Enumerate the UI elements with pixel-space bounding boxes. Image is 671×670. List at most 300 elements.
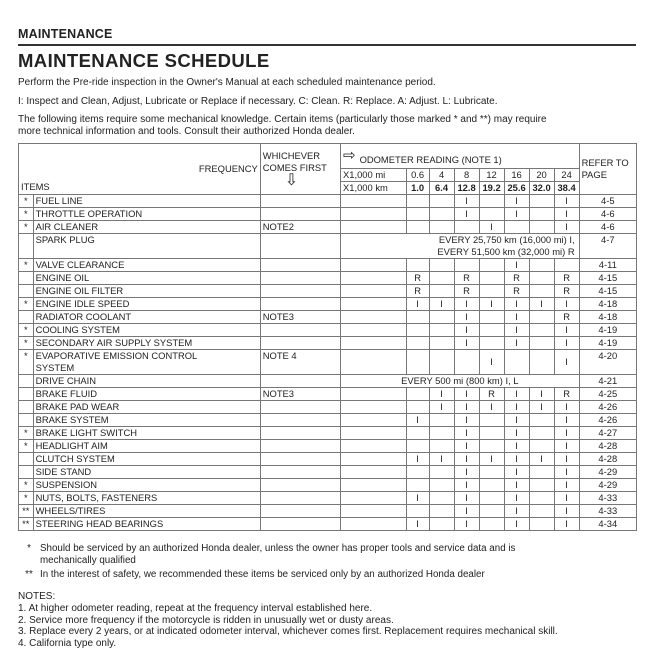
row-mark-cell: I (554, 440, 579, 453)
table-row (19, 208, 637, 221)
row-note: NOTE 4 (260, 350, 340, 375)
row-mark-cell: R (554, 311, 579, 324)
row-item-name: RADIATOR COOLANT (33, 311, 260, 324)
km-unit-label: X1,000 km (341, 182, 407, 195)
row-note (260, 453, 340, 466)
row-mark-cell: R (504, 272, 529, 285)
row-mark-cell: I (554, 453, 579, 466)
maintenance-schedule-table (18, 143, 637, 531)
row-mark-cell (429, 221, 454, 234)
row-mark-cell: I (454, 453, 479, 466)
row-star-marker: * (19, 337, 34, 350)
row-mark-cell: I (504, 337, 529, 350)
row-mark-cell (429, 492, 454, 505)
table-row (19, 401, 637, 414)
row-mark-cell: I (504, 466, 529, 479)
row-mark-cell: I (529, 298, 554, 311)
row-mark-cell: I (529, 453, 554, 466)
row-mark-cell: I (504, 298, 529, 311)
row-item-name: BRAKE FLUID (33, 388, 260, 401)
row-note (260, 466, 340, 479)
row-note (260, 518, 340, 531)
row-mark-cell (429, 324, 454, 337)
row-star-marker: * (19, 259, 34, 272)
table-row (19, 272, 637, 285)
row-star-marker: * (19, 427, 34, 440)
row-note: NOTE3 (260, 311, 340, 324)
row-mark-cell: I (429, 453, 454, 466)
row-item-name: SECONDARY AIR SUPPLY SYSTEM (33, 337, 260, 350)
row-note (260, 324, 340, 337)
row-unit-spacer (341, 259, 407, 272)
table-row (19, 518, 637, 531)
row-mark-cell (479, 440, 504, 453)
row-mark-cell: I (454, 401, 479, 414)
row-mark-cell (479, 518, 504, 531)
row-mark-cell (529, 505, 554, 518)
row-refer-page: 4-26 (579, 401, 636, 414)
row-refer-page: 4-33 (579, 492, 636, 505)
row-mark-cell: R (504, 285, 529, 298)
row-item-name: SUSPENSION (33, 479, 260, 492)
arrow-right-icon: ⇨ (343, 147, 356, 164)
row-note (260, 505, 340, 518)
row-mark-cell: I (479, 298, 504, 311)
row-mark-cell (429, 440, 454, 453)
row-item-line-1: EVAPORATIVE EMISSION CONTROL (35, 350, 198, 361)
mi-value-cell: 12 (479, 169, 504, 182)
row-star-marker: * (19, 440, 34, 453)
row-mark-cell (454, 221, 479, 234)
footnote-symbol: ** (25, 569, 33, 580)
row-note (260, 375, 340, 388)
km-value-cell: 12.8 (454, 182, 479, 195)
row-item-name: BRAKE LIGHT SWITCH (33, 427, 260, 440)
frequency-label: FREQUENCY (198, 163, 258, 174)
km-value-cell: 6.4 (429, 182, 454, 195)
row-note (260, 298, 340, 311)
whichever-line-1: WHICHEVER (262, 150, 321, 161)
row-item-name: AIR CLEANER (33, 221, 260, 234)
table-row (19, 427, 637, 440)
row-refer-page: 4-6 (579, 208, 636, 221)
row-refer-page: 4-20 (579, 350, 636, 375)
whichever-line-2: COMES FIRST (262, 162, 327, 173)
row-mark-cell (529, 195, 554, 208)
row-item-name: WHEELS/TIRES (33, 505, 260, 518)
row-interval-line-2: EVERY 51,500 km (32,000 mi) R (437, 246, 575, 257)
row-mark-cell (479, 208, 504, 221)
row-mark-cell (479, 195, 504, 208)
row-mark-cell: I (406, 492, 429, 505)
row-mark-cell: I (406, 414, 429, 427)
row-refer-page: 4-29 (579, 466, 636, 479)
row-mark-cell (479, 492, 504, 505)
row-star-marker (19, 453, 34, 466)
mi-value-cell: 8 (454, 169, 479, 182)
row-mark-cell: I (554, 195, 579, 208)
row-mark-cell: R (479, 388, 504, 401)
row-mark-cell: I (554, 427, 579, 440)
row-unit-spacer (341, 311, 407, 324)
row-star-marker (19, 234, 34, 259)
row-mark-cell (479, 272, 504, 285)
row-star-marker (19, 466, 34, 479)
row-mark-cell (479, 505, 504, 518)
row-mark-cell (429, 337, 454, 350)
row-item-name: ENGINE OIL (33, 272, 260, 285)
row-mark-cell (429, 272, 454, 285)
note-item: 2. Service more frequency if the motorcycle is ridden in unusually wet or dusty areas. (18, 614, 394, 626)
row-mark-cell: I (454, 492, 479, 505)
notice-line-1: The following items require some mechanical knowledge. Certain items (particularly those marked * and **) may require (18, 114, 547, 125)
row-note (260, 401, 340, 414)
row-mark-cell (429, 479, 454, 492)
row-unit-spacer (341, 401, 407, 414)
km-value-cell: 19.2 (479, 182, 504, 195)
legend-text: I: Inspect and Clean, Adjust, Lubricate or Replace if necessary. C: Clean. R: Replace. A: Adjust. L: Lubricate. (18, 96, 498, 107)
row-mark-cell: I (504, 453, 529, 466)
row-interval-text (341, 234, 580, 259)
notes-section (18, 591, 658, 650)
row-mark-cell (529, 337, 554, 350)
row-unit-spacer (341, 324, 407, 337)
intro-text: Perform the Pre-ride inspection in the Owner's Manual at each scheduled maintenance period. (18, 77, 436, 88)
row-unit-spacer (341, 195, 407, 208)
row-mark-cell: I (504, 388, 529, 401)
row-mark-cell: I (454, 195, 479, 208)
row-refer-page: 4-26 (579, 414, 636, 427)
row-mark-cell (429, 195, 454, 208)
row-mark-cell: I (554, 466, 579, 479)
odometer-header-cell (341, 144, 580, 169)
row-mark-cell (406, 337, 429, 350)
row-star-marker: ** (19, 518, 34, 531)
row-refer-page: 4-11 (579, 259, 636, 272)
row-mark-cell: I (554, 324, 579, 337)
row-mark-cell: I (504, 414, 529, 427)
row-mark-cell: I (504, 518, 529, 531)
row-mark-cell (554, 259, 579, 272)
row-mark-cell (406, 440, 429, 453)
row-mark-cell: I (554, 479, 579, 492)
footnote-symbol: * (27, 543, 31, 554)
row-star-marker: * (19, 479, 34, 492)
row-mark-cell: I (504, 208, 529, 221)
row-note (260, 208, 340, 221)
row-note (260, 440, 340, 453)
row-mark-cell (406, 505, 429, 518)
row-unit-spacer (341, 388, 407, 401)
km-value-cell: 32.0 (529, 182, 554, 195)
row-mark-cell: R (554, 285, 579, 298)
row-mark-cell (454, 259, 479, 272)
table-row (19, 259, 637, 272)
row-unit-spacer (341, 479, 407, 492)
row-star-marker (19, 401, 34, 414)
row-item-name: DRIVE CHAIN (33, 375, 260, 388)
row-mark-cell (479, 337, 504, 350)
row-refer-page: 4-33 (579, 505, 636, 518)
row-mark-cell (429, 259, 454, 272)
mi-value-cell: 4 (429, 169, 454, 182)
notes-title: NOTES: (18, 591, 56, 602)
row-item-name: HEADLIGHT AIM (33, 440, 260, 453)
row-mark-cell (479, 427, 504, 440)
refer-header-cell (579, 144, 636, 195)
table-row (19, 285, 637, 298)
note-item: 1. At higher odometer reading, repeat at the frequency interval established here. (18, 602, 373, 614)
row-item-name: COOLING SYSTEM (33, 324, 260, 337)
table-row (19, 311, 637, 324)
row-refer-page: 4-21 (579, 375, 636, 388)
row-refer-page: 4-7 (579, 234, 636, 259)
row-item-name: ENGINE OIL FILTER (33, 285, 260, 298)
row-mark-cell: I (406, 453, 429, 466)
row-mark-cell: I (454, 337, 479, 350)
items-label: ITEMS (21, 181, 50, 192)
table-row (19, 466, 637, 479)
row-mark-cell (479, 285, 504, 298)
row-mark-cell (429, 505, 454, 518)
row-mark-cell (504, 221, 529, 234)
row-mark-cell: I (529, 401, 554, 414)
row-mark-cell: I (479, 221, 504, 234)
row-refer-page: 4-5 (579, 195, 636, 208)
row-mark-cell (529, 208, 554, 221)
km-value-cell: 38.4 (554, 182, 579, 195)
row-mark-cell (406, 350, 429, 375)
row-mark-cell: I (504, 311, 529, 324)
row-unit-spacer (341, 221, 407, 234)
row-mark-cell (406, 427, 429, 440)
row-mark-cell (479, 311, 504, 324)
table-row (19, 453, 637, 466)
row-unit-spacer (341, 505, 407, 518)
row-mark-cell (429, 285, 454, 298)
row-unit-spacer (341, 272, 407, 285)
row-star-marker: * (19, 298, 34, 311)
row-mark-cell: R (406, 272, 429, 285)
row-mark-cell: I (554, 518, 579, 531)
row-note (260, 479, 340, 492)
row-mark-cell: I (454, 440, 479, 453)
row-mark-cell (429, 311, 454, 324)
row-item-name: SIDE STAND (33, 466, 260, 479)
row-mark-cell (529, 479, 554, 492)
row-mark-cell (529, 518, 554, 531)
row-item-line-2: SYSTEM (35, 362, 75, 373)
row-mark-cell (429, 208, 454, 221)
row-mark-cell (406, 479, 429, 492)
row-mark-cell (529, 350, 554, 375)
row-note: NOTE3 (260, 388, 340, 401)
row-refer-page: 4-28 (579, 453, 636, 466)
row-mark-cell (454, 350, 479, 375)
row-mark-cell (406, 259, 429, 272)
row-mark-cell: I (454, 208, 479, 221)
row-mark-cell (529, 272, 554, 285)
row-refer-page: 4-19 (579, 337, 636, 350)
table-row (19, 505, 637, 518)
row-mark-cell (406, 221, 429, 234)
row-unit-spacer (341, 466, 407, 479)
row-note (260, 414, 340, 427)
row-mark-cell: I (479, 350, 504, 375)
row-mark-cell: I (504, 479, 529, 492)
row-unit-spacer (341, 337, 407, 350)
row-refer-page: 4-19 (579, 324, 636, 337)
footnote-text: In the interest of safety, we recommended these items be serviced only by an authorized Honda dealer (40, 569, 485, 580)
mi-value-cell: 24 (554, 169, 579, 182)
row-mark-cell (406, 401, 429, 414)
row-mark-cell (406, 311, 429, 324)
row-item-name: BRAKE SYSTEM (33, 414, 260, 427)
mi-unit-label: X1,000 mi (341, 169, 407, 182)
row-mark-cell: I (454, 324, 479, 337)
row-mark-cell: I (406, 518, 429, 531)
row-star-marker (19, 285, 34, 298)
row-mark-cell (479, 324, 504, 337)
table-row (19, 479, 637, 492)
row-item-name (33, 350, 260, 375)
row-mark-cell (429, 518, 454, 531)
row-note: NOTE2 (260, 221, 340, 234)
row-refer-page: 4-18 (579, 311, 636, 324)
odometer-label: ODOMETER READING (NOTE 1) (359, 154, 502, 165)
row-mark-cell (529, 466, 554, 479)
row-unit-spacer (341, 298, 407, 311)
row-refer-page: 4-28 (579, 440, 636, 453)
row-mark-cell (429, 350, 454, 375)
row-mark-cell (479, 414, 504, 427)
row-mark-cell (529, 427, 554, 440)
row-mark-cell: I (554, 337, 579, 350)
row-note (260, 337, 340, 350)
row-mark-cell: I (554, 221, 579, 234)
row-mark-cell (406, 208, 429, 221)
row-item-name: THROTTLE OPERATION (33, 208, 260, 221)
row-mark-cell: I (406, 298, 429, 311)
row-star-marker: * (19, 350, 34, 375)
row-refer-page: 4-27 (579, 427, 636, 440)
table-row (19, 324, 637, 337)
row-mark-cell: R (554, 272, 579, 285)
row-mark-cell (479, 259, 504, 272)
refer-line-1: REFER TO (581, 157, 629, 168)
row-mark-cell: I (479, 401, 504, 414)
row-mark-cell: I (454, 298, 479, 311)
row-mark-cell (429, 466, 454, 479)
row-mark-cell: I (429, 388, 454, 401)
footnote-text-2: mechanically qualified (40, 554, 136, 566)
footnote-single-star (18, 543, 638, 566)
row-refer-page: 4-34 (579, 518, 636, 531)
row-mark-cell: I (454, 311, 479, 324)
row-interval-line-1: EVERY 500 mi (800 km) I, L (401, 375, 519, 386)
row-mark-cell: I (454, 518, 479, 531)
items-header-cell (19, 144, 261, 195)
row-star-marker (19, 414, 34, 427)
row-note (260, 259, 340, 272)
row-mark-cell (504, 350, 529, 375)
row-mark-cell: I (554, 492, 579, 505)
whichever-header-cell (260, 144, 340, 195)
row-star-marker: * (19, 324, 34, 337)
row-mark-cell (479, 466, 504, 479)
table-row (19, 388, 637, 401)
row-item-name: FUEL LINE (33, 195, 260, 208)
row-refer-page: 4-25 (579, 388, 636, 401)
table-row (19, 298, 637, 311)
note-item: 3. Replace every 2 years, or at indicated odometer interval, whichever comes first. Replacement requires mechanical skill. (18, 626, 558, 638)
note-item: 4. California type only. (18, 638, 117, 650)
row-mark-cell: I (504, 401, 529, 414)
row-mark-cell: I (454, 414, 479, 427)
table-row (19, 234, 637, 259)
page-title: MAINTENANCE SCHEDULE (18, 50, 270, 71)
row-refer-page: 4-6 (579, 221, 636, 234)
row-mark-cell: I (429, 401, 454, 414)
row-mark-cell (529, 414, 554, 427)
row-unit-spacer (341, 285, 407, 298)
table-row (19, 195, 637, 208)
mi-value-cell: 16 (504, 169, 529, 182)
row-mark-cell (406, 195, 429, 208)
footnote-text: Should be serviced by an authorized Honda dealer, unless the owner has proper tools and service data and is (40, 543, 516, 554)
row-note (260, 195, 340, 208)
row-mark-cell: I (454, 479, 479, 492)
km-value-cell: 1.0 (406, 182, 429, 195)
row-interval-line-1: EVERY 25,750 km (16,000 mi) I, (438, 234, 575, 245)
row-mark-cell: I (504, 195, 529, 208)
km-value-cell: 25.6 (504, 182, 529, 195)
row-star-marker: * (19, 195, 34, 208)
header-rule (18, 44, 636, 46)
row-refer-page: 4-18 (579, 298, 636, 311)
row-mark-cell: I (529, 388, 554, 401)
row-unit-spacer (341, 492, 407, 505)
row-mark-cell (529, 259, 554, 272)
row-mark-cell (529, 221, 554, 234)
row-refer-page: 4-29 (579, 479, 636, 492)
row-mark-cell (406, 466, 429, 479)
row-mark-cell: I (454, 505, 479, 518)
mi-value-cell: 20 (529, 169, 554, 182)
row-star-marker (19, 375, 34, 388)
row-mark-cell: I (504, 259, 529, 272)
mi-value-cell: 0.6 (406, 169, 429, 182)
row-note (260, 272, 340, 285)
row-unit-spacer (341, 414, 407, 427)
row-mark-cell: I (454, 388, 479, 401)
row-note (260, 234, 340, 259)
row-star-marker (19, 272, 34, 285)
row-refer-page: 4-15 (579, 285, 636, 298)
row-interval-text (341, 375, 580, 388)
row-mark-cell: I (554, 505, 579, 518)
row-refer-page: 4-15 (579, 272, 636, 285)
row-item-name: VALVE CLEARANCE (33, 259, 260, 272)
row-mark-cell (529, 311, 554, 324)
section-label: MAINTENANCE (18, 27, 113, 41)
row-mark-cell: R (406, 285, 429, 298)
row-star-marker: * (19, 492, 34, 505)
row-mark-cell: I (554, 208, 579, 221)
table-row (19, 414, 637, 427)
row-star-marker: ** (19, 505, 34, 518)
row-star-marker (19, 388, 34, 401)
